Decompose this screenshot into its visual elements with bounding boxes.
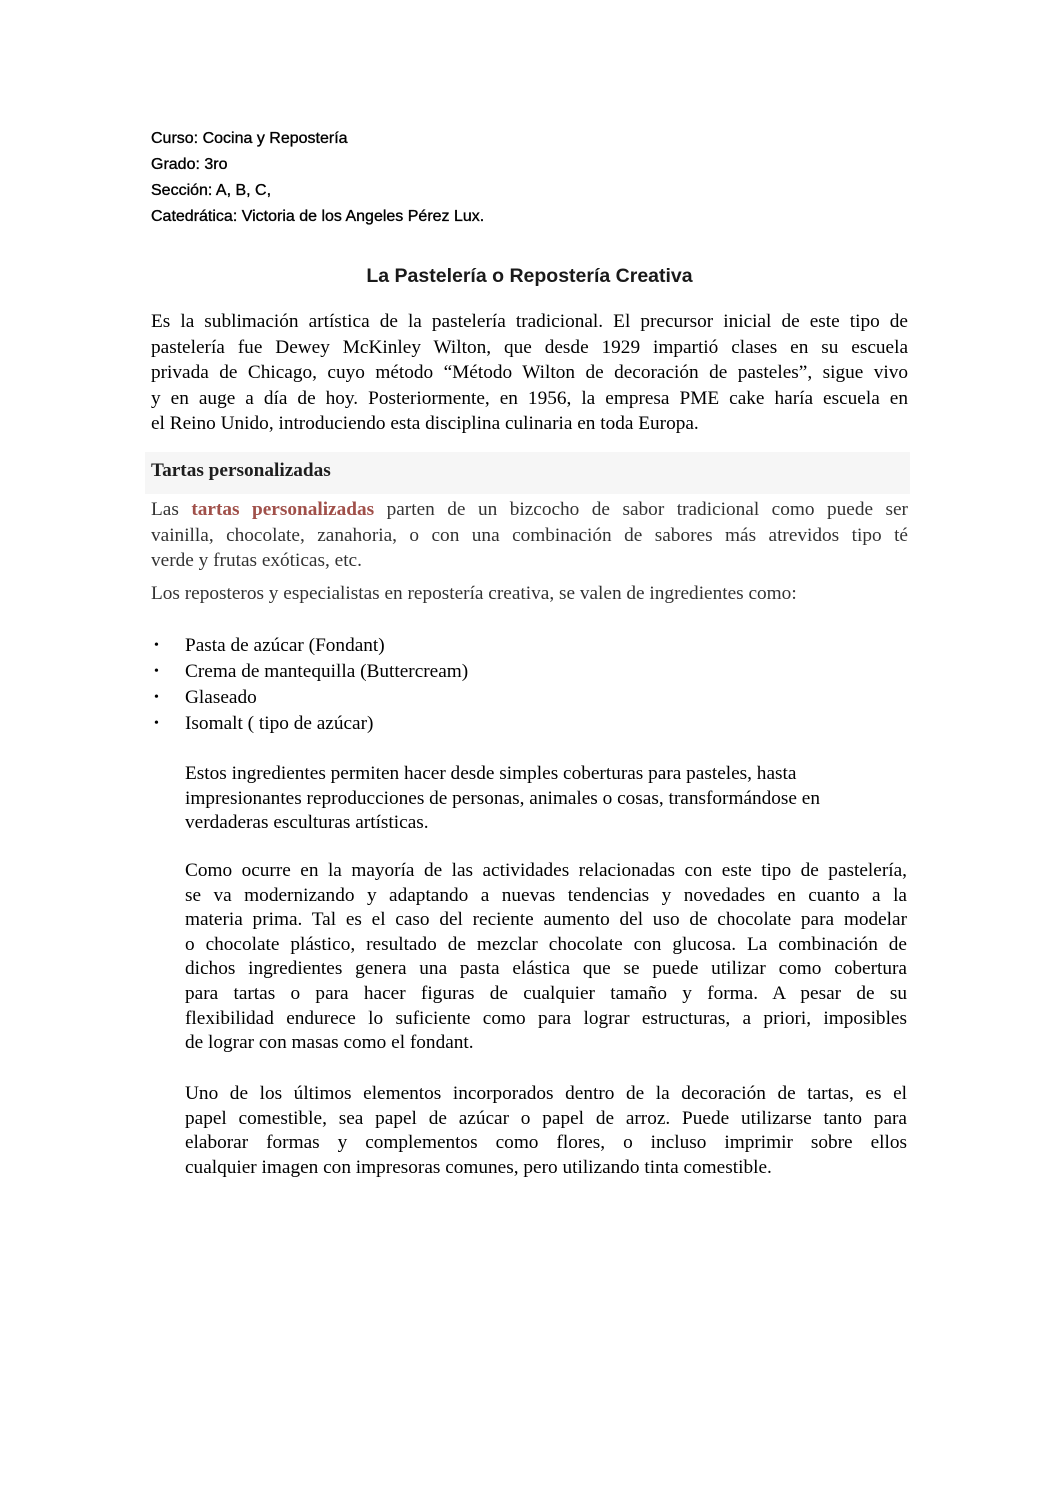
list-item xyxy=(151,633,468,659)
grade-line: Grado: 3ro xyxy=(151,156,228,173)
ingredients-intro: Los reposteros y especialistas en repostería creativa, se valen de ingredientes como: xyxy=(151,583,797,604)
paragraph-line: para tartas o para hacer figuras de cualquier tamaño y forma. A pesar de su xyxy=(185,982,907,1004)
section-line: Sección: A, B, C, xyxy=(151,182,272,199)
intro-line: Es la sublimación artística de la pastelería tradicional. El precursor inicial de este tipo de xyxy=(151,311,908,332)
paragraph-line: Como ocurre en la mayoría de las actividades relacionadas con este tipo de pastelería, xyxy=(185,860,907,881)
course-header xyxy=(151,126,484,230)
list-item xyxy=(151,659,468,685)
bullet-icon: • xyxy=(154,716,159,731)
document-title: La Pastelería o Repostería Creativa xyxy=(366,265,693,287)
paragraph-line: vainilla, chocolate, zanahoria, o con una combinación de sabores más atrevidos tipo té xyxy=(151,524,908,546)
bullet-icon: • xyxy=(154,638,159,653)
paragraph-line: dichos ingredientes genera una pasta elástica que se puede utilizar como cobertura xyxy=(185,958,907,980)
list-item xyxy=(151,711,468,737)
intro-line: pastelería fue Dewey McKinley Wilton, que desde 1929 impartió clases en su escuela xyxy=(151,336,908,358)
intro-line: el Reino Unido, introduciendo esta disciplina culinaria en toda Europa. xyxy=(151,413,699,434)
list-item-text: Glaseado xyxy=(185,687,257,708)
paragraph-text: parten de un bizcocho de sabor tradicional como puede ser xyxy=(374,499,908,520)
bullet-icon: • xyxy=(154,690,159,705)
custom-cakes-link[interactable]: tartas personalizadas xyxy=(191,499,375,520)
paragraph-line: o chocolate plástico, resultado de mezclar chocolate con glucosa. La combinación de xyxy=(185,933,907,955)
paragraph-line: materia prima. Tal es el caso del reciente aumento del uso de chocolate para modelar xyxy=(185,909,907,931)
paragraph-line: verdaderas esculturas artísticas. xyxy=(185,812,429,834)
paragraph-line: Uno de los últimos elementos incorporados dentro de la decoración de tartas, es el xyxy=(185,1083,907,1104)
paragraph-line: se va modernizando y adaptando a nuevas tendencias y novedades en cuanto a la xyxy=(185,884,907,906)
paragraph-line: Estos ingredientes permiten hacer desde simples coberturas para pasteles, hasta xyxy=(185,763,797,784)
intro-line: y en auge a día de hoy. Posteriormente, en 1956, la empresa PME cake haría escuela en xyxy=(151,387,908,409)
course-line: Curso: Cocina y Repostería xyxy=(151,130,348,147)
list-item xyxy=(151,685,468,711)
ingredients-list xyxy=(151,633,468,737)
ingredients-uses-paragraph xyxy=(185,762,907,836)
list-item-text: Pasta de azúcar (Fondant) xyxy=(185,635,385,656)
list-item-text: Isomalt ( tipo de azúcar) xyxy=(185,713,374,734)
paragraph-line: papel comestible, sea papel de azúcar o papel de arroz. Puede utilizarse tanto para xyxy=(185,1107,907,1129)
bullet-icon: • xyxy=(154,664,159,679)
paragraph-line: de lograr con masas como el fondant. xyxy=(185,1032,474,1054)
section-heading: Tartas personalizadas xyxy=(151,460,331,481)
paragraph-line xyxy=(151,497,908,523)
paragraph-line: flexibilidad endurece lo suficiente como para lograr estructuras, a priori, imposibles xyxy=(185,1007,907,1029)
intro-paragraph xyxy=(151,309,908,437)
paragraph-prefix: Las xyxy=(151,499,192,520)
edible-paper-paragraph xyxy=(185,1082,907,1180)
paragraph-line: elaborar formas y complementos como flores, o incluso imprimir sobre ellos xyxy=(185,1132,907,1154)
paragraph-line: verde y frutas exóticas, etc. xyxy=(151,550,362,571)
paragraph-line: impresionantes reproducciones de personas, animales o cosas, transformándose en xyxy=(185,787,821,809)
intro-line: privada de Chicago, cuyo método “Método Wilton de decoración de pasteles”, sigue vivo xyxy=(151,362,908,383)
modern-trends-paragraph xyxy=(185,859,907,1056)
paragraph-line: cualquier imagen con impresoras comunes, pero utilizando tinta comestible. xyxy=(185,1156,772,1178)
list-item-text: Crema de mantequilla (Buttercream) xyxy=(185,661,469,682)
custom-cakes-paragraph xyxy=(151,497,908,574)
teacher-line: Catedrática: Victoria de los Angeles Pérez Lux. xyxy=(151,208,485,225)
